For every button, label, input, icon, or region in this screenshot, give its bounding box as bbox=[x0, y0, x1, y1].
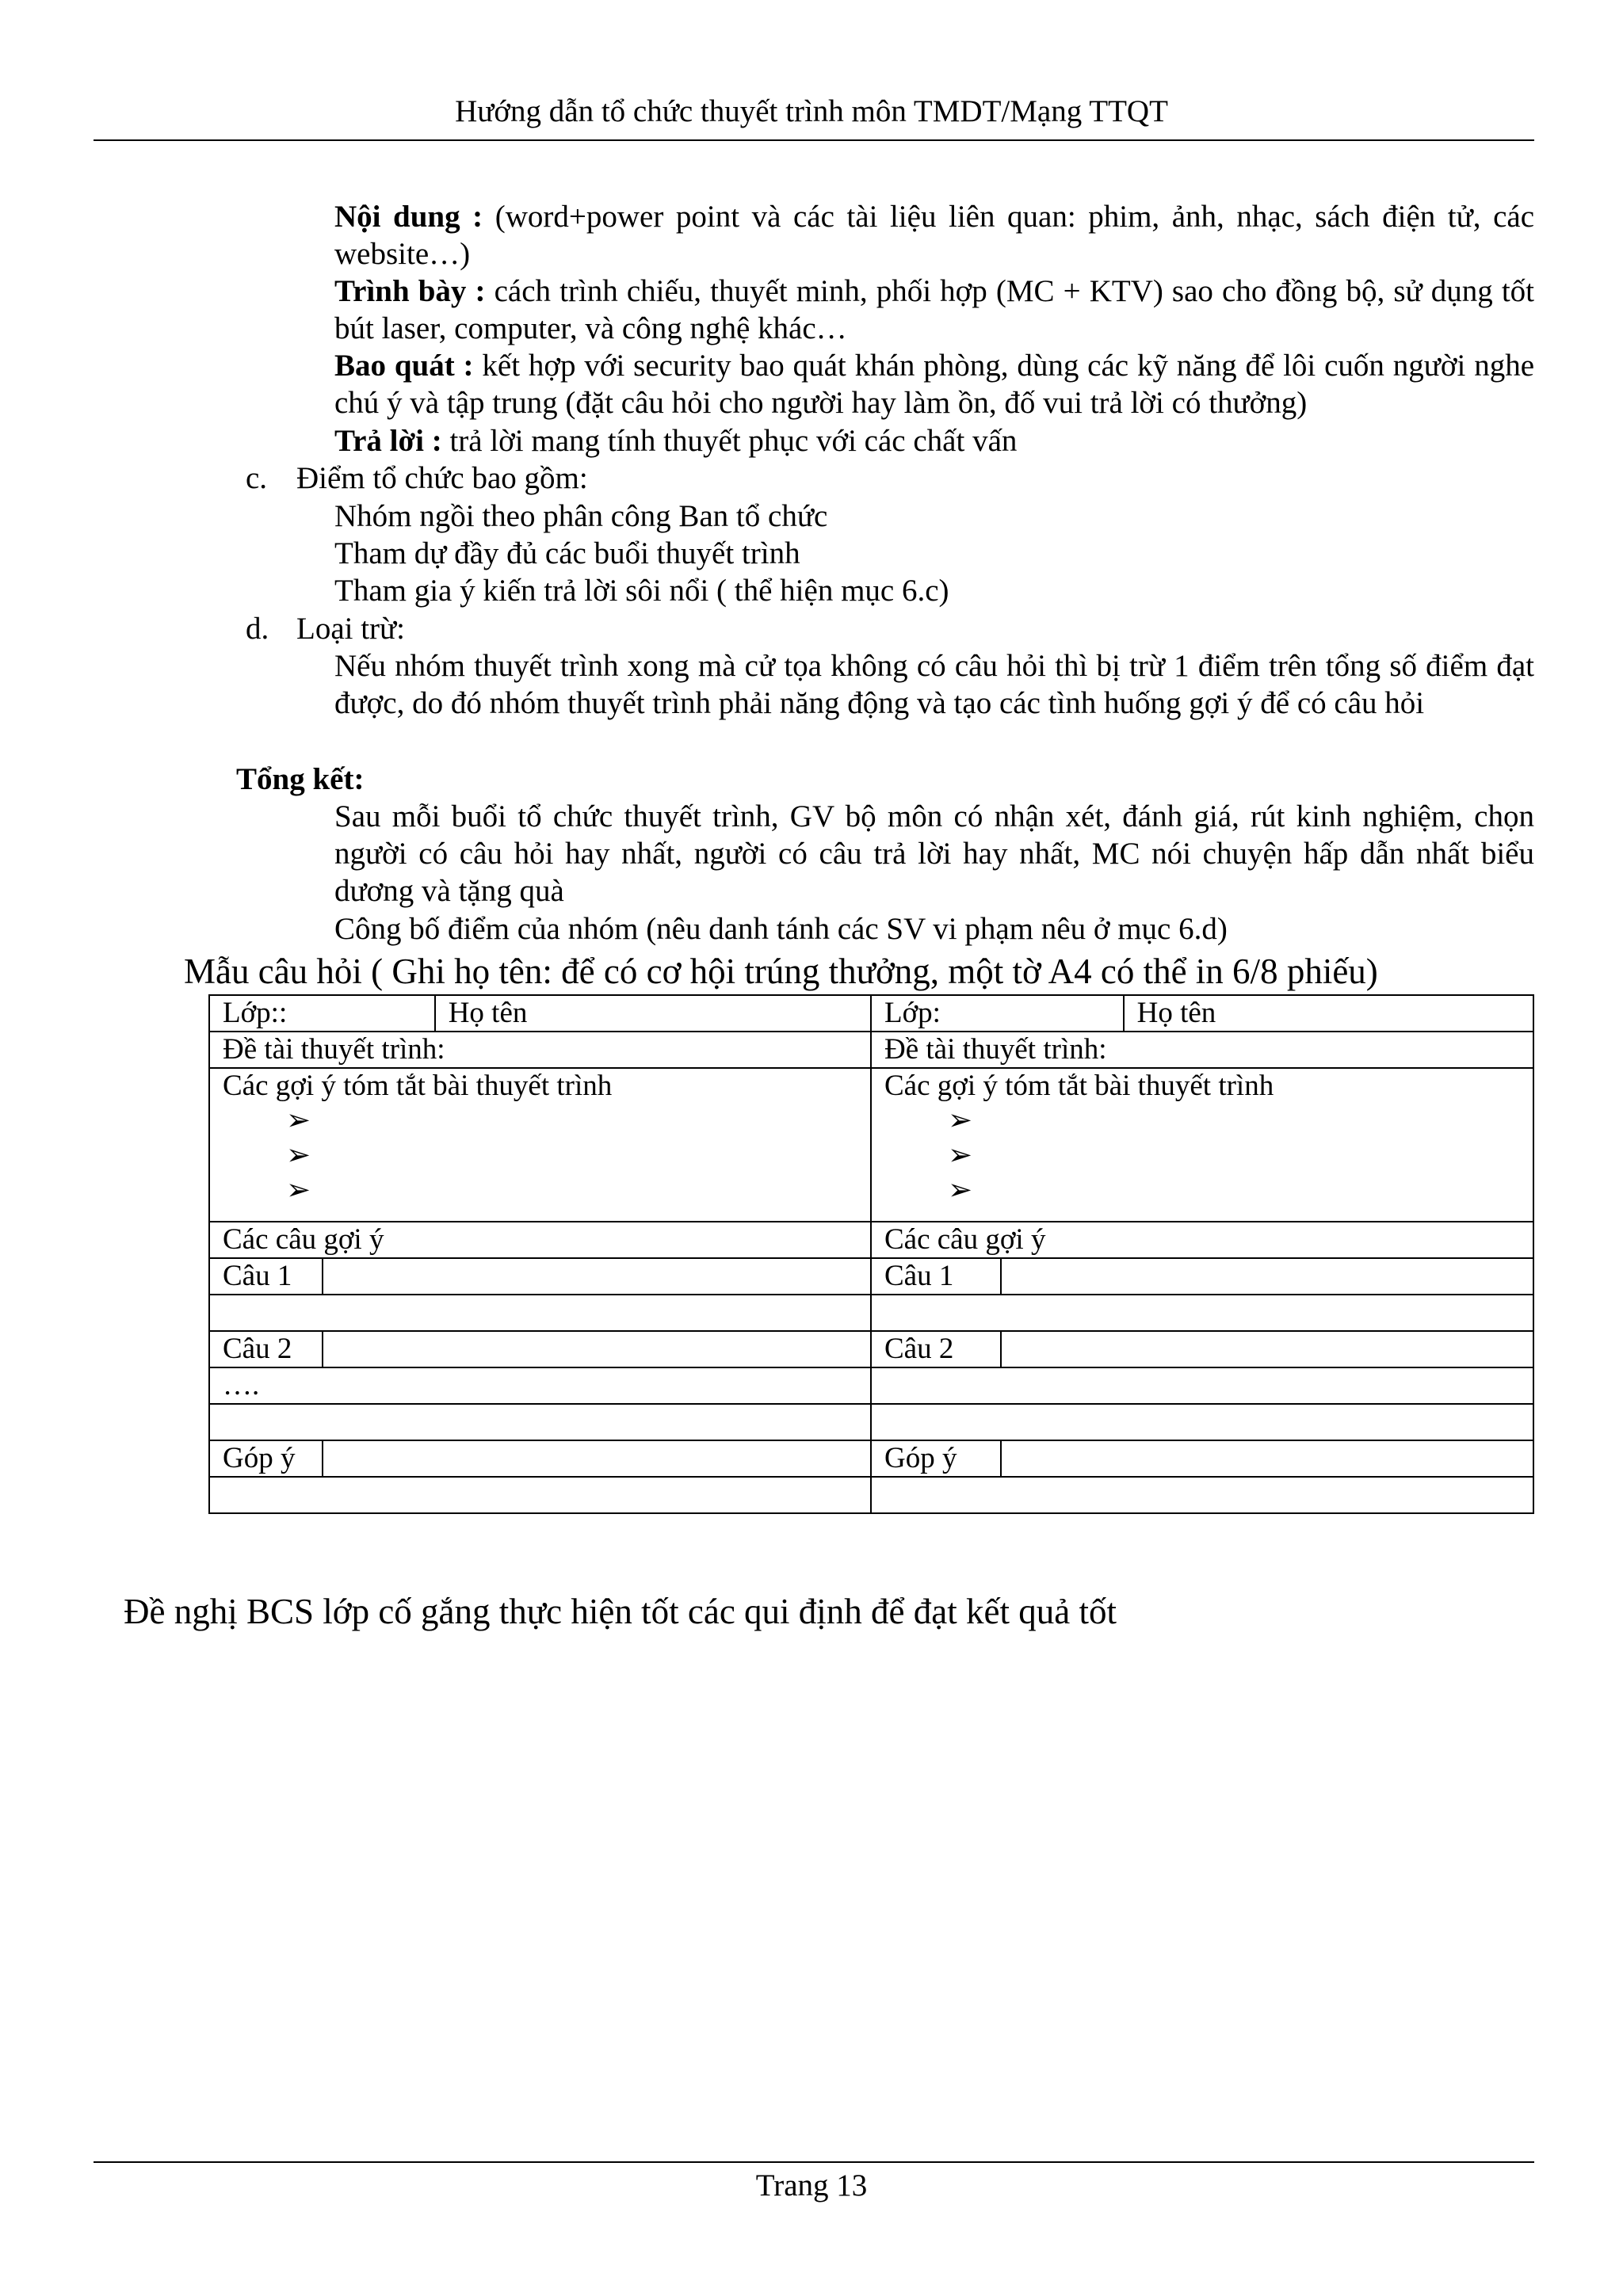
section-d-marker: d. bbox=[246, 612, 269, 646]
page-number: Trang 13 bbox=[755, 2168, 868, 2203]
section-c-item: Nhóm ngồi theo phân công Ban tổ chức bbox=[334, 499, 828, 533]
form-row-summary bbox=[209, 1068, 1533, 1222]
left-feedback-label: Góp ý bbox=[209, 1440, 323, 1477]
summary-paragraph: Sau mỗi buổi tổ chức thuyết trình, GV bộ môn có nhận xét, đánh giá, rút kinh nghiệm, chọn người có câu hỏi hay nhất, người có câu trả lời hay nhất, MC nói chuyện hấp dẫn nhất biểu dương và tặng quà bbox=[334, 799, 1534, 908]
right-name-cell[interactable]: Họ tên bbox=[1124, 995, 1533, 1032]
bullet-arrow-icon: ➢ bbox=[947, 1104, 972, 1137]
form-row-q2 bbox=[209, 1331, 1533, 1367]
form-row-ellipsis bbox=[209, 1367, 1533, 1404]
criterion-coverage: Bao quát : kết hợp với security bao quát khán phòng, dùng các kỹ năng để lôi cuốn người nghe chú ý và tập trung (đặt câu hỏi cho người hay làm ồn, đố vui trả lời có thưởng) bbox=[334, 349, 1535, 420]
right-feedback-input[interactable] bbox=[1001, 1440, 1533, 1477]
left-feedback-extra[interactable] bbox=[209, 1477, 871, 1513]
form-row-blank bbox=[209, 1404, 1533, 1440]
question-form bbox=[208, 994, 1534, 1514]
criterion-answer: Trả lời : trả lời mang tính thuyết phục với các chất vấn bbox=[334, 424, 1018, 458]
section-c-item: Tham gia ý kiến trả lời sôi nổi ( thể hiện mục 6.c) bbox=[334, 574, 949, 608]
left-class-cell[interactable]: Lớp:: bbox=[209, 995, 435, 1032]
right-q2-input[interactable] bbox=[1001, 1331, 1533, 1367]
form-row-feedback-extra bbox=[209, 1477, 1533, 1513]
right-feedback-label: Góp ý bbox=[871, 1440, 1001, 1477]
criterion-presentation: Trình bày : cách trình chiếu, thuyết minh, phối hợp (MC + KTV) sao cho đồng bộ, sử dụng tốt bút laser, computer, và công nghệ khác… bbox=[334, 274, 1534, 345]
left-q2-input[interactable] bbox=[323, 1331, 871, 1367]
bullet-arrow-icon: ➢ bbox=[286, 1174, 311, 1207]
form-row-hints bbox=[209, 1222, 1533, 1258]
right-ellipsis-cell[interactable] bbox=[871, 1367, 1533, 1404]
header-title: Hướng dẫn tổ chức thuyết trình môn TMDT/Mạng TTQT bbox=[455, 94, 1168, 128]
right-summary-cell[interactable]: Các gợi ý tóm tắt bài thuyết trình ➢ ➢ ➢ bbox=[871, 1068, 1533, 1222]
right-q1-label: Câu 1 bbox=[871, 1258, 1001, 1295]
right-q1-extra[interactable] bbox=[871, 1295, 1533, 1331]
bullet-arrow-icon: ➢ bbox=[286, 1104, 311, 1137]
form-row-q1-extra bbox=[209, 1295, 1533, 1331]
bullet-arrow-icon: ➢ bbox=[286, 1139, 311, 1172]
summary-title: Tổng kết: bbox=[236, 762, 365, 796]
closing-statement: Đề nghị BCS lớp cố gắng thực hiện tốt các qui định để đạt kết quả tốt bbox=[124, 1592, 1117, 1631]
bullet-arrow-icon: ➢ bbox=[947, 1174, 972, 1207]
form-row-topic bbox=[209, 1032, 1533, 1068]
header-rule bbox=[94, 139, 1534, 141]
form-row-feedback bbox=[209, 1440, 1533, 1477]
section-c-title: Điểm tổ chức bao gồm: bbox=[296, 461, 588, 495]
left-topic-cell[interactable]: Đề tài thuyết trình: bbox=[209, 1032, 871, 1068]
section-c-item: Tham dự đầy đủ các buổi thuyết trình bbox=[334, 536, 800, 570]
left-blank-cell[interactable] bbox=[209, 1404, 871, 1440]
right-q2-label: Câu 2 bbox=[871, 1331, 1001, 1367]
left-summary-cell[interactable]: Các gợi ý tóm tắt bài thuyết trình ➢ ➢ ➢ bbox=[209, 1068, 871, 1222]
right-hints-cell: Các câu gợi ý bbox=[871, 1222, 1533, 1258]
form-row-q1 bbox=[209, 1258, 1533, 1295]
left-q2-label: Câu 2 bbox=[209, 1331, 323, 1367]
section-c-marker: c. bbox=[246, 461, 268, 495]
form-row-class bbox=[209, 995, 1533, 1032]
left-q1-extra[interactable] bbox=[209, 1295, 871, 1331]
left-feedback-input[interactable] bbox=[323, 1440, 871, 1477]
right-class-cell[interactable]: Lớp: bbox=[871, 995, 1124, 1032]
right-blank-cell[interactable] bbox=[871, 1404, 1533, 1440]
left-hints-cell: Các câu gợi ý bbox=[209, 1222, 871, 1258]
left-q1-label: Câu 1 bbox=[209, 1258, 323, 1295]
left-name-cell[interactable]: Họ tên bbox=[435, 995, 871, 1032]
section-d-title: Loại trừ: bbox=[296, 612, 406, 646]
footer-rule bbox=[94, 2161, 1534, 2163]
criterion-content: Nội dung : (word+power point và các tài liệu liên quan: phim, ảnh, nhạc, sách điện tử, các website…) bbox=[334, 200, 1535, 271]
right-q1-input[interactable] bbox=[1001, 1258, 1533, 1295]
right-feedback-extra[interactable] bbox=[871, 1477, 1533, 1513]
bullet-arrow-icon: ➢ bbox=[947, 1139, 972, 1172]
summary-note: Công bố điểm của nhóm (nêu danh tánh các SV vi phạm nêu ở mục 6.d) bbox=[334, 912, 1228, 946]
left-q1-input[interactable] bbox=[323, 1258, 871, 1295]
form-title: Mẫu câu hỏi ( Ghi họ tên: để có cơ hội trúng thưởng, một tờ A4 có thể in 6/8 phiếu) bbox=[184, 952, 1378, 991]
right-topic-cell[interactable]: Đề tài thuyết trình: bbox=[871, 1032, 1533, 1068]
left-ellipsis-cell[interactable]: …. bbox=[209, 1367, 871, 1404]
section-d-text: Nếu nhóm thuyết trình xong mà cử tọa không có câu hỏi thì bị trừ 1 điểm trên tổng số điểm đạt được, do đó nhóm thuyết trình phải năng động và tạo các tình huống gợi ý để có câu hỏi bbox=[334, 649, 1534, 720]
